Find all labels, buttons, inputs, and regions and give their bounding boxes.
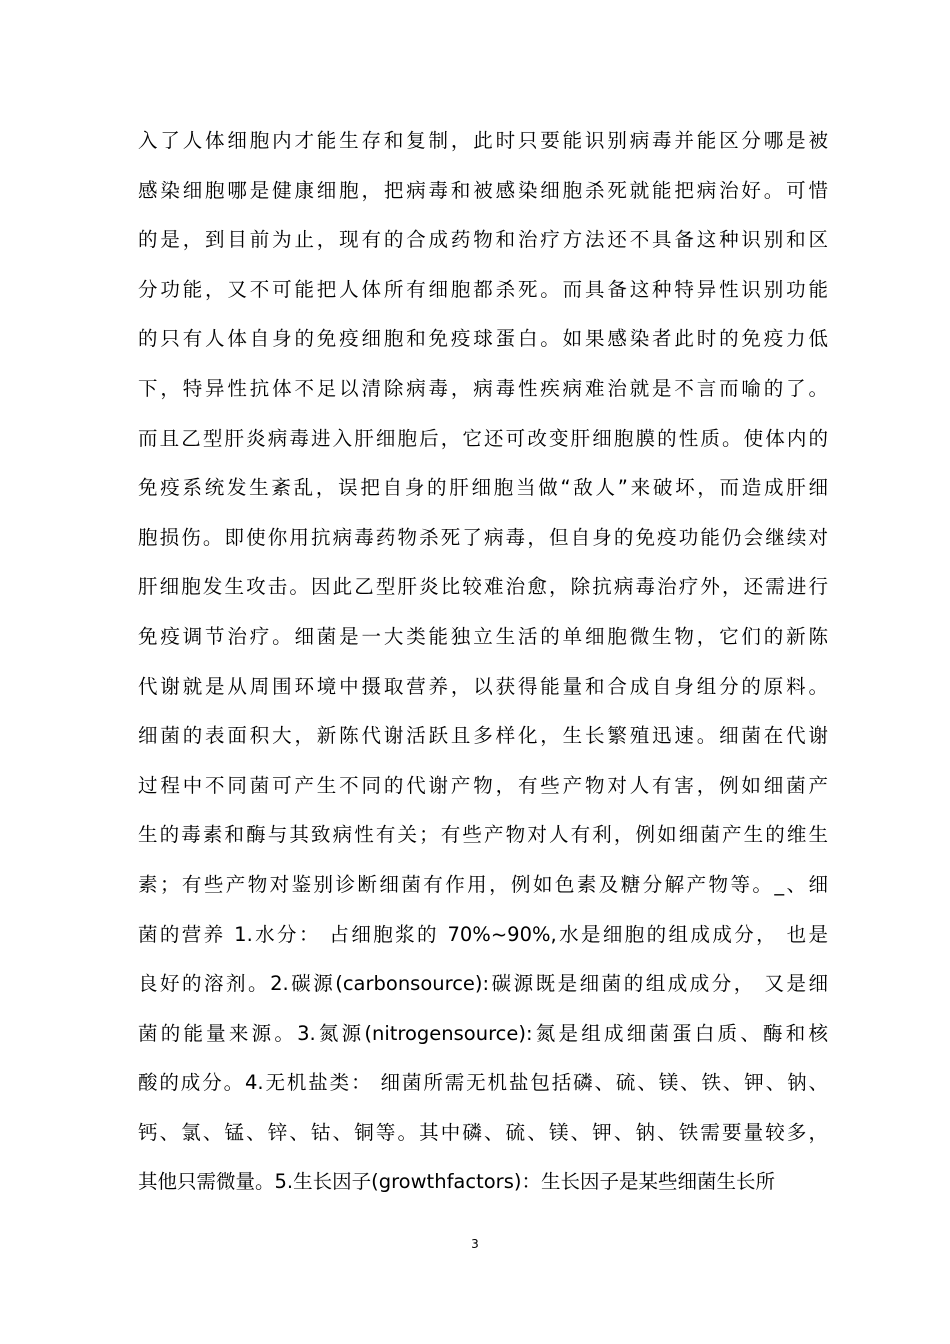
text-line: 酸的成分。4.无机盐类： 细菌所需无机盐包括磷、硫、镁、铁、钾、钠、 [138, 1071, 828, 1095]
page-number: 3 [471, 1237, 479, 1251]
text-line: 代谢就是从周围环境中摄取营养，以获得能量和合成自身组分的原料。 [138, 674, 828, 698]
text-line: 下，特异性抗体不足以清除病毒，病毒性疾病难治就是不言而喻的了。 [138, 376, 828, 400]
text-line: 良好的溶剂。2.碳源(carbonsource):碳源既是细菌的组成成分， 又是细 [138, 972, 828, 996]
text-line: 过程中不同菌可产生不同的代谢产物，有些产物对人有害，例如细菌产 [138, 773, 828, 797]
text-line: 菌的营养 1.水分： 占细胞浆的 70%~90%,水是细胞的组成成分， 也是 [138, 922, 828, 946]
text-line: 生的毒素和酶与其致病性有关；有些产物对人有利，例如细菌产生的维生 [138, 823, 828, 847]
text-line: 素；有些产物对鉴别诊断细菌有作用，例如色素及糖分解产物等。_、细 [138, 872, 828, 896]
text-line: 细菌的表面积大，新陈代谢活跃且多样化，生长繁殖迅速。细菌在代谢 [138, 724, 828, 748]
text-line: 其他只需微量。5.生长因子(growthfactors)：生长因子是某些细菌生长所 [138, 1170, 775, 1194]
text-line: 菌的能量来源。3.氮源(nitrogensource):氮是组成细菌蛋白质、酶和核 [138, 1021, 828, 1045]
text-line: 钙、氯、锰、锌、钴、铜等。其中磷、硫、镁、钾、钠、铁需要量较多， [138, 1120, 828, 1144]
text-line: 的只有人体自身的免疫细胞和免疫球蛋白。如果感染者此时的免疫力低 [138, 327, 828, 351]
text-line: 分功能，又不可能把人体所有细胞都杀死。而具备这种特异性识别功能 [138, 277, 828, 301]
text-line: 免疫系统发生紊乱，误把自身的肝细胞当做“敌人”来破坏，而造成肝细 [138, 476, 828, 500]
text-line: 而且乙型肝炎病毒进入肝细胞后，它还可改变肝细胞膜的性质。使体内的 [138, 426, 828, 450]
text-line: 感染细胞哪是健康细胞，把病毒和被感染细胞杀死就能把病治好。可惜 [138, 178, 828, 202]
body-text [138, 116, 828, 1207]
text-line: 免疫调节治疗。细菌是一大类能独立生活的单细胞微生物，它们的新陈 [138, 624, 828, 648]
text-line: 入了人体细胞内才能生存和复制，此时只要能识别病毒并能区分哪是被 [138, 129, 828, 152]
text-line: 肝细胞发生攻击。因此乙型肝炎比较难治愈，除抗病毒治疗外，还需进行 [138, 575, 828, 599]
text-line: 的是，到目前为止，现有的合成药物和治疗方法还不具备这种识别和区 [138, 228, 828, 252]
text-line: 胞损伤。即使你用抗病毒药物杀死了病毒，但自身的免疫功能仍会继续对 [138, 525, 828, 549]
